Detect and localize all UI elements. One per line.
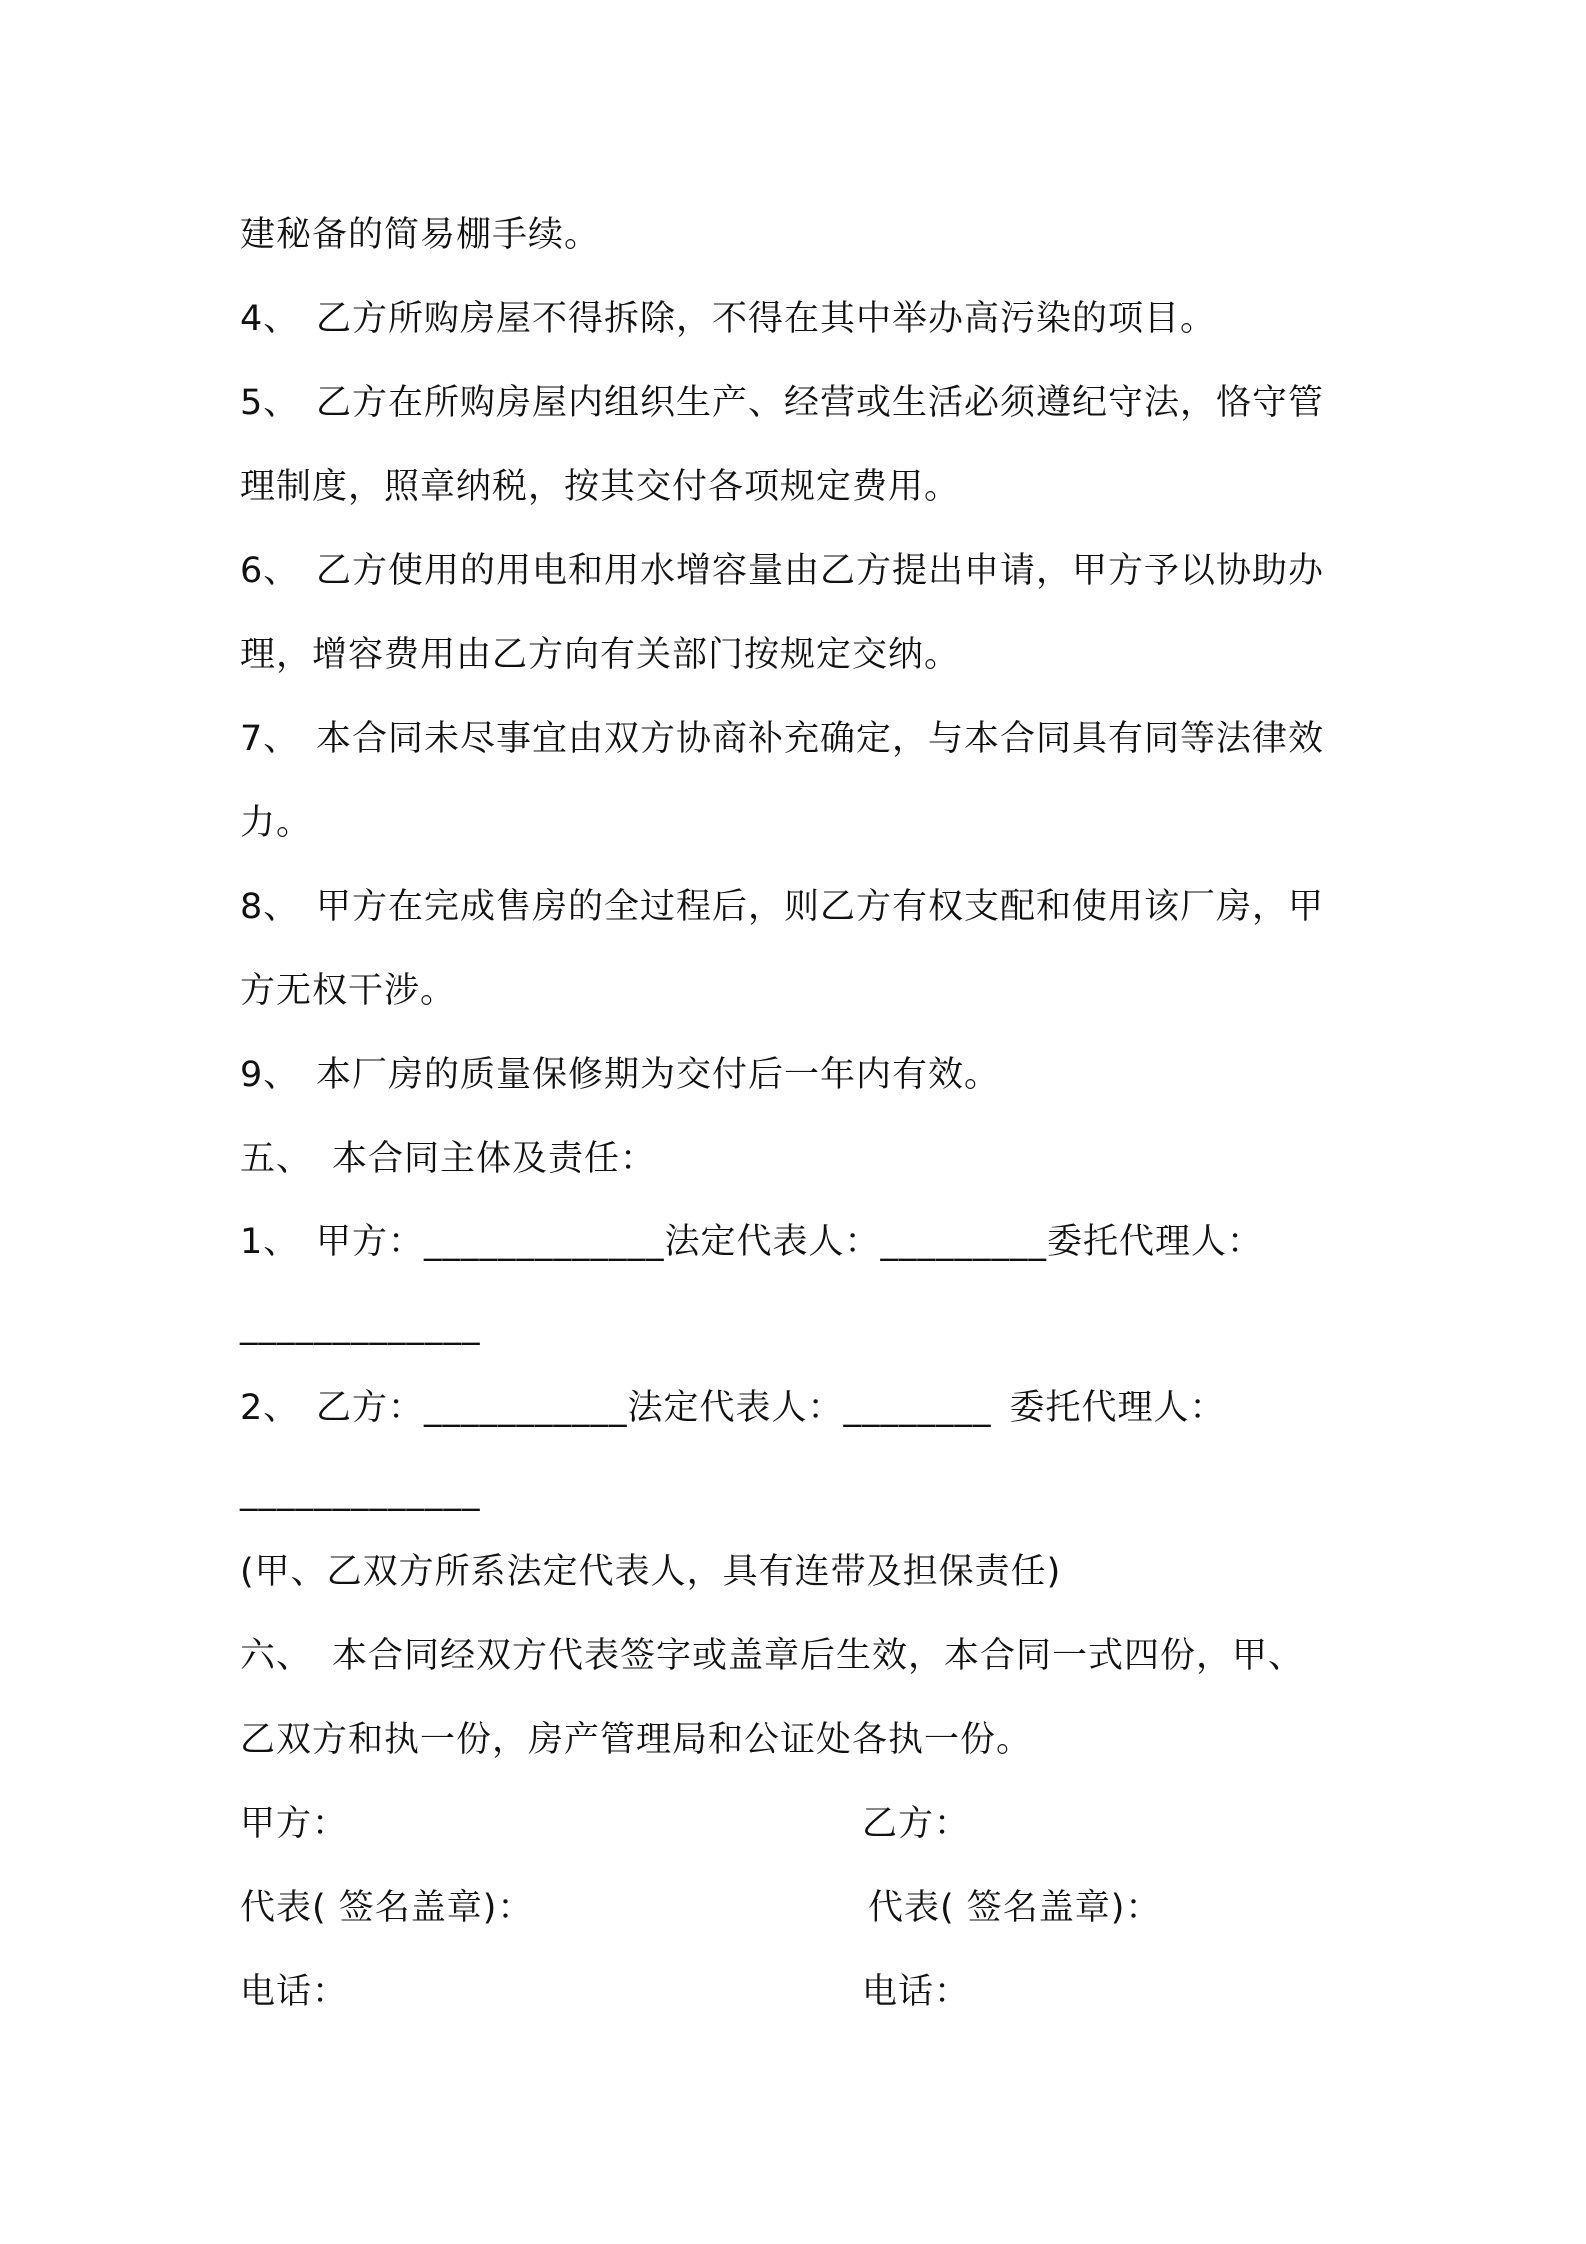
section-5-heading [240,1137,656,1181]
clause-number: 1、 [240,1222,300,1262]
signature-phone-b: 电话： [862,1972,971,2012]
clause-text: 本厂房的质量保修期为交付后一年内有效。 [316,1055,1001,1095]
clause-8 [240,885,1324,929]
clause-6-cont: 理，增容费用由乙方向有关部门按规定交纳。 [240,635,961,675]
clause-5 [240,381,1324,425]
clause-5-cont: 理制度，照章纳税，按其交付各项规定费用。 [240,467,961,507]
party-a-line [240,1220,1263,1264]
clause-4 [240,297,1216,341]
agent-label: 委托代理人： [1047,1222,1264,1262]
section-number: 六、 [240,1636,313,1676]
legal-rep-blank[interactable]: ________ [843,1388,992,1428]
signature-party-b: 乙方： [862,1804,971,1844]
section-text: 本合同经双方代表签字或盖章后生效，本合同一式四份，甲、 [332,1636,1305,1676]
party-a-blank[interactable]: _____________ [424,1222,665,1262]
section-6-cont: 乙双方和执一份，房产管理局和公证处各执一份。 [240,1720,1033,1760]
section-6 [240,1634,1304,1678]
agent-blank-b[interactable]: _____________ [240,1472,481,1512]
legal-rep-blank[interactable]: _________ [880,1222,1048,1262]
signature-phone-a: 电话： [240,1972,349,2012]
clause-7 [240,717,1324,761]
signature-rep-b: 代表( 签名盖章)： [868,1888,1162,1928]
legal-rep-label: 法定代表人： [664,1222,881,1262]
clause-7-cont: 力。 [240,803,313,843]
clause-text: 乙方在所购房屋内组织生产、经营或生活必须遵纪守法，恪守管 [316,383,1325,423]
signature-party-a: 甲方： [240,1804,349,1844]
party-b-label: 乙方： [316,1388,425,1428]
liability-note: (甲、乙双方所系法定代表人，具有连带及担保责任) [240,1552,1062,1592]
clause-text: 乙方所购房屋不得拆除，不得在其中举办高污染的项目。 [316,299,1217,339]
clause-6 [240,549,1324,593]
clause-text: 本合同未尽事宜由双方协商补充确定，与本合同具有同等法律效 [316,719,1325,759]
section-number: 五、 [240,1139,313,1179]
clause-9 [240,1053,1000,1097]
party-a-label: 甲方： [316,1222,425,1262]
clause-8-cont: 方无权干涉。 [240,971,457,1011]
clause-number: 7、 [240,719,300,759]
clause-text: 乙方使用的用电和用水增容量由乙方提出申请，甲方予以协助办 [316,551,1325,591]
clause-number: 6、 [240,551,300,591]
clause-number: 8、 [240,887,300,927]
legal-rep-label: 法定代表人： [627,1388,844,1428]
clause-number: 9、 [240,1055,300,1095]
clause-number: 5、 [240,383,300,423]
text-line-continuation: 建秘备的简易棚手续。 [240,215,601,255]
signature-rep-a: 代表( 签名盖章)： [240,1888,534,1928]
party-b-blank[interactable]: ___________ [424,1388,628,1428]
clause-number: 2、 [240,1388,300,1428]
clause-text: 甲方在完成售房的全过程后，则乙方有权支配和使用该厂房，甲 [316,887,1325,927]
clause-number: 4、 [240,299,300,339]
agent-label: 委托代理人： [1009,1388,1226,1428]
section-title: 本合同主体及责任： [332,1139,657,1179]
party-b-line [240,1386,1226,1430]
agent-blank-a[interactable]: _____________ [240,1306,481,1346]
